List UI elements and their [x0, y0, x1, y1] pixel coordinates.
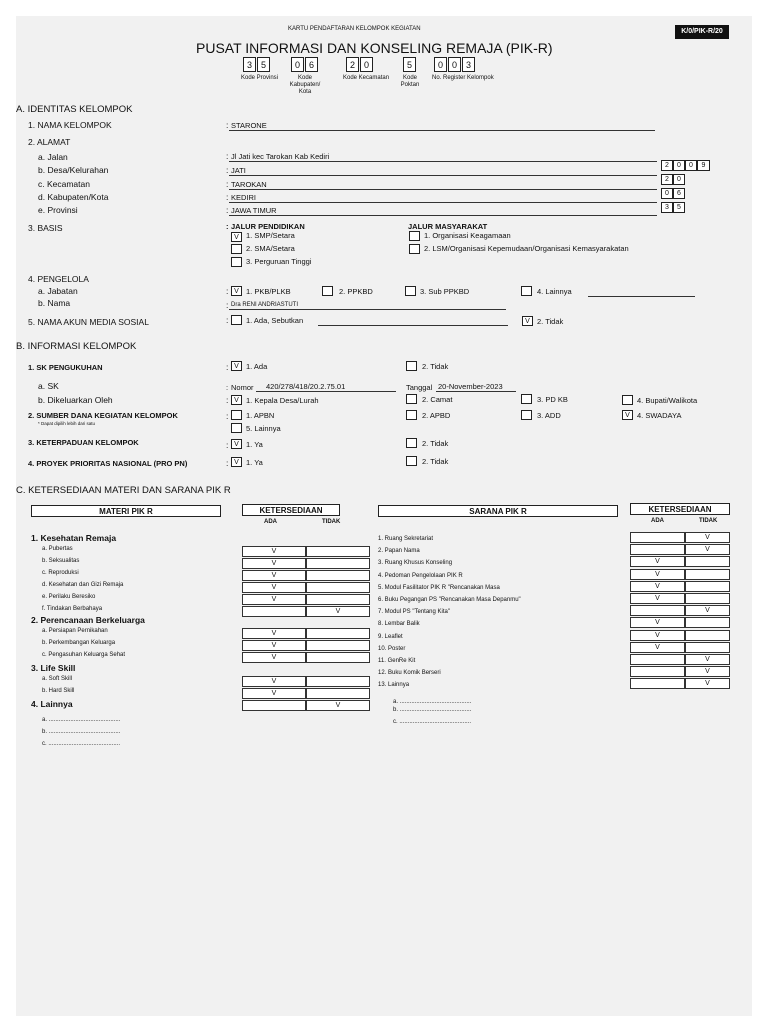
sarana-item-label: 10. Poster [378, 645, 406, 652]
jabatan-checkbox[interactable] [405, 286, 416, 296]
materi-tidak-cell[interactable] [306, 628, 370, 639]
jabatan-label: a. Jabatan [38, 286, 78, 296]
materi-tidak-cell[interactable] [306, 652, 370, 663]
dana-option: 3. ADD [537, 411, 561, 420]
jm-option: 2. LSM/Organisasi Kepemudaan/Organisasi Kemasyarakatan [424, 244, 629, 253]
materi-item-label: a. Soft Skill [42, 676, 73, 682]
pro-pn-ya-checkbox[interactable]: V [231, 457, 242, 467]
code-digit[interactable]: 0 [360, 57, 373, 72]
code-digit[interactable]: 6 [305, 57, 318, 72]
materi-tidak-cell[interactable] [306, 676, 370, 687]
materi-ada-cell[interactable]: V [242, 570, 306, 581]
materi-item-label: a. Pubertas [42, 546, 73, 552]
materi-ada-cell[interactable]: V [242, 546, 306, 557]
jm-option: 1. Organisasi Keagamaan [424, 231, 511, 240]
sarana-ada-cell[interactable]: V [630, 556, 685, 567]
code-label: Kode Kecamatan [343, 75, 390, 81]
keterpaduan-tidak-checkbox[interactable] [406, 438, 417, 448]
sarana-item-label: 8. Lembar Balik [378, 621, 420, 628]
medsos-ada-checkbox[interactable] [231, 315, 242, 325]
sarana-tidak-cell[interactable] [685, 593, 730, 604]
sarana-ada-cell[interactable] [630, 532, 685, 543]
provinsi-label: e. Provinsi [38, 205, 78, 215]
nomor-label: Nomor [231, 383, 254, 392]
sk-a-label: a. SK [38, 381, 59, 391]
code-digit[interactable]: 0 [448, 57, 461, 72]
section-c-title: C. KETERSEDIAAN MATERI DAN SARANA PIK R [16, 485, 231, 496]
prov-code-digit[interactable]: 3 [661, 202, 673, 213]
materi-ada-cell[interactable]: V [242, 652, 306, 663]
basis-label: 3. BASIS [28, 223, 63, 233]
materi-tidak-header: TIDAK [322, 519, 341, 525]
jabatan-option: 4. Lainnya [537, 287, 572, 296]
desa-value[interactable]: JATI [231, 166, 246, 175]
jabatan-checkbox[interactable] [322, 286, 333, 296]
form-code-badge: K/0/PIK-R/20 [675, 25, 729, 39]
section-b-title: B. INFORMASI KELOMPOK [16, 341, 137, 352]
kab-code-digit[interactable]: 0 [661, 188, 673, 199]
dana-checkbox[interactable] [521, 410, 532, 420]
nama-pengelola-value[interactable]: Dra RENI ANDRIASTUTI [231, 302, 299, 308]
dana-checkbox[interactable]: V [622, 410, 633, 420]
sarana-ada-cell[interactable]: V [630, 617, 685, 628]
desa-line [229, 175, 657, 176]
materi-item-label: c. Pengasuhan Keluarga Sehat [42, 652, 126, 658]
sarana-item-label: 3. Ruang Khusus Konseling [378, 560, 453, 567]
tanggal-value[interactable]: 20-November-2023 [438, 382, 503, 391]
materi-header: MATERI PIK R [31, 505, 221, 517]
materi-ada-cell[interactable]: V [242, 582, 306, 593]
pro-pn-ya-label: 1. Ya [246, 458, 263, 467]
jalan-label: a. Jalan [38, 152, 68, 162]
sarana-lainnya-item[interactable]: c. ........................................... [393, 719, 472, 725]
sarana-ada-cell[interactable] [630, 544, 685, 555]
sarana-tidak-cell[interactable] [685, 642, 730, 653]
nomor-line [256, 391, 396, 392]
code-digit[interactable]: 2 [346, 57, 359, 72]
dik-checkbox[interactable] [521, 394, 532, 404]
sk-ada-checkbox[interactable]: V [231, 361, 242, 371]
materi-ada-cell[interactable]: V [242, 688, 306, 699]
pro-pn-tidak-label: 2. Tidak [422, 457, 449, 466]
medsos-ada-label: 1. Ada, Sebutkan [246, 316, 304, 325]
sarana-item-label: 4. Pedoman Pengelolaan PIK R [378, 572, 463, 579]
sarana-tidak-cell[interactable]: V [685, 666, 730, 677]
materi-lainnya-item[interactable]: b. ........................................... [42, 729, 121, 735]
dik-checkbox[interactable] [622, 395, 633, 405]
dana-option: 1. APBN [246, 411, 275, 420]
medsos-line [318, 325, 508, 326]
desa-label: b. Desa/Kelurahan [38, 165, 109, 175]
jalur-pendidikan-heading: JALUR PENDIDIKAN [231, 222, 305, 231]
form-main-title: PUSAT INFORMASI DAN KONSELING REMAJA (PIK-R) [196, 40, 553, 56]
kec-code-digit[interactable]: 0 [673, 174, 685, 185]
code-label: Kode Provinsi [241, 75, 279, 81]
materi-ada-cell[interactable]: V [242, 558, 306, 569]
materi-ada-cell[interactable]: V [242, 676, 306, 687]
sk-ada-label: 1. Ada [246, 362, 268, 371]
code-digit[interactable]: 0 [434, 57, 447, 72]
jm-checkbox[interactable] [409, 231, 420, 241]
sarana-tidak-cell[interactable] [685, 581, 730, 592]
provinsi-value[interactable]: JAWA TIMUR [231, 206, 277, 215]
jm-checkbox[interactable] [409, 244, 420, 254]
kecamatan-value[interactable]: TAROKAN [231, 180, 267, 189]
code-digit[interactable]: 3 [243, 57, 256, 72]
materi-item-label: e. Perilaku Beresiko [42, 594, 96, 600]
section-a-title: A. IDENTITAS KELOMPOK [16, 104, 133, 115]
sarana-item-label: 2. Papan Nama [378, 548, 420, 555]
materi-ada-cell[interactable] [242, 606, 306, 617]
code-label: Kode Kabupaten/ Kota [289, 75, 321, 95]
materi-tidak-cell[interactable]: V [306, 700, 370, 711]
dik-option: 4. Bupati/Walikota [637, 396, 698, 405]
materi-tidak-cell[interactable] [306, 546, 370, 557]
materi-item-label: 3. Life Skill [31, 663, 76, 673]
sarana-tidak-cell[interactable] [685, 617, 730, 628]
sarana-ketersediaan-header: KETERSEDIAAN [630, 503, 730, 515]
dana-option: 5. Lainnya [246, 424, 281, 433]
sarana-item-label: 6. Buku Pegangan PS "Rencanakan Masa Depanmu" [378, 597, 521, 603]
sarana-tidak-cell[interactable]: V [685, 544, 730, 555]
sarana-ada-cell[interactable] [630, 605, 685, 616]
materi-tidak-cell[interactable]: V [306, 606, 370, 617]
jp-checkbox[interactable] [231, 257, 242, 267]
keterpaduan-ya-checkbox[interactable]: V [231, 439, 242, 449]
kabupaten-value[interactable]: KEDIRI [231, 193, 257, 202]
desa-code-digit[interactable]: 0 [685, 160, 697, 171]
jabatan-lainnya-line [588, 296, 695, 297]
jp-checkbox[interactable]: V [231, 232, 242, 242]
keterpaduan-tidak-label: 2. Tidak [422, 439, 449, 448]
form-top-title: KARTU PENDAFTARAN KELOMPOK KEGIATAN [288, 26, 421, 32]
jabatan-option: 3. Sub PPKBD [420, 287, 470, 296]
jp-option: 2. SMA/Setara [246, 244, 295, 253]
materi-ada-cell[interactable]: V [242, 594, 306, 605]
code-digit[interactable]: 5 [403, 57, 416, 72]
materi-item-label: b. Seksualitas [42, 558, 80, 564]
dana-label: 2. SUMBER DANA KEGIATAN KELOMPOK [28, 411, 178, 420]
kecamatan-line [229, 189, 657, 190]
sarana-tidak-cell[interactable]: V [685, 605, 730, 616]
sarana-item-label: 7. Modul PS "Tentang Kita" [378, 609, 450, 616]
dana-checkbox[interactable] [231, 423, 242, 433]
code-digit[interactable]: 0 [291, 57, 304, 72]
dik-checkbox[interactable]: V [231, 395, 242, 405]
sarana-lainnya-item[interactable]: b. ........................................... [393, 707, 472, 713]
tanggal-line [436, 391, 516, 392]
code-digit[interactable]: 5 [257, 57, 270, 72]
sarana-ada-cell[interactable]: V [630, 593, 685, 604]
dana-checkbox[interactable] [231, 410, 242, 420]
sarana-header: SARANA PIK R [378, 505, 618, 517]
kab-code-digit[interactable]: 6 [673, 188, 685, 199]
nomor-value[interactable]: 420/278/418/20.2.75.01 [266, 382, 346, 391]
code-label: No. Register Kelompok [432, 75, 494, 81]
desa-code-digit[interactable]: 9 [697, 160, 710, 171]
pengelola-label: 4. PENGELOLA [28, 274, 89, 284]
pro-pn-tidak-checkbox[interactable] [406, 456, 417, 466]
jabatan-checkbox[interactable] [521, 286, 532, 296]
sarana-ada-cell[interactable] [630, 666, 685, 677]
dana-note: * Dapat dipilih lebih dari satu [38, 421, 96, 426]
code-label: Kode Poktan [400, 75, 420, 88]
sarana-item-label: 12. Buku Komik Berseri [378, 670, 441, 677]
jp-option: 1. SMP/Setara [246, 231, 295, 240]
materi-ketersediaan-header: KETERSEDIAAN [242, 504, 340, 516]
jalur-masyarakat-heading: JALUR MASYARAKAT [408, 222, 488, 231]
dana-option: 4. SWADAYA [637, 411, 682, 420]
materi-item-label: 4. Lainnya [31, 699, 73, 709]
sarana-ada-cell[interactable] [630, 678, 685, 689]
kabupaten-line [229, 202, 657, 203]
sarana-tidak-cell[interactable] [685, 630, 730, 641]
nama-kelompok-value[interactable]: STARONE [231, 121, 267, 130]
medsos-tidak-label: 2. Tidak [537, 317, 564, 326]
desa-code-digit[interactable]: 2 [661, 160, 673, 171]
jabatan-checkbox[interactable]: V [231, 286, 242, 296]
jp-checkbox[interactable] [231, 244, 242, 254]
dik-option: 2. Camat [422, 395, 453, 404]
sarana-lainnya-item[interactable]: a. ........................................... [393, 699, 472, 705]
materi-ada-cell[interactable]: V [242, 628, 306, 639]
keterpaduan-label: 3. KETERPADUAN KELOMPOK [28, 438, 139, 447]
nama-kelompok-label: 1. NAMA KELOMPOK [28, 120, 112, 130]
sarana-ada-cell[interactable]: V [630, 630, 685, 641]
jp-option: 3. Perguruan Tinggi [246, 257, 312, 266]
sk-tidak-label: 2. Tidak [422, 362, 449, 371]
keterpaduan-ya-label: 1. Ya [246, 440, 263, 449]
materi-tidak-cell[interactable] [306, 640, 370, 651]
materi-item-label: b. Hard Skill [42, 688, 75, 694]
materi-tidak-cell[interactable] [306, 558, 370, 569]
kec-code-digit[interactable]: 2 [661, 174, 673, 185]
medsos-label: 5. NAMA AKUN MEDIA SOSIAL [28, 317, 149, 327]
sarana-ada-cell[interactable] [630, 654, 685, 665]
kabupaten-label: d. Kabupaten/Kota [38, 192, 109, 202]
sarana-ada-cell[interactable]: V [630, 569, 685, 580]
materi-ada-header: ADA [264, 519, 277, 525]
materi-lainnya-item[interactable]: c. ........................................... [42, 741, 121, 747]
sarana-item-label: 9. Leaflet [378, 633, 403, 640]
dik-checkbox[interactable] [406, 394, 417, 404]
jalan-line [229, 161, 657, 162]
sarana-tidak-header: TIDAK [699, 518, 718, 524]
sarana-tidak-cell[interactable]: V [685, 654, 730, 665]
materi-ada-cell[interactable] [242, 700, 306, 711]
sk-label: 1. SK PENGUKUHAN [28, 363, 103, 372]
sarana-item-label: 13. Lainnya [378, 682, 410, 689]
jabatan-option: 2. PPKBD [339, 287, 373, 296]
dik-option: 3. PD KB [537, 395, 568, 404]
sarana-item-label: 5. Modul Fasilitator PIK R "Rencanakan Masa [378, 584, 500, 591]
materi-item-label: a. Persiapan Pernikahan [42, 628, 108, 634]
sarana-ada-cell[interactable]: V [630, 642, 685, 653]
registration-form: KARTU PENDAFTARAN KELOMPOK KEGIATAN K/0/PIK-R/20 PUSAT INFORMASI DAN KONSELING REMAJA (PIK-R) 3 5 Kode Provinsi 0 6 Kode Kabupaten/ Kota 2 0 Kode Kecamatan 5 Kode Poktan 0 0 3 No. Register Kelompok A. IDENTITAS KELOMPOK 1. NAMA KELOMPOK : STARONE 2. ALAMAT a. Jalan : Jl Jati kec Tarokan Kab Kediri b. Desa/Kelurahan : JATI 2 0 0 9 c. Kecamatan : TAROKAN 2 0 d. Kabupaten/Kota : KEDIRI 0 6 e. Provinsi : JAWA TIMUR 3 5 3. BASIS : JALUR PENDIDIKAN V 1. SMP/Setara 2. SMA/Setara 3. Perguruan Tinggi JALUR MASYARAKAT 1. Organisasi Keagamaan 2. LSM/Organisasi Kepemudaan/Organisasi Kemasyarakatan 4. PENGELOLA a. Jabatan : V 1. PKB/PLKB 2. PPKBD 3. Sub PPKBD 4. Lainnya b. Nama : Dra RENI ANDRIASTUTI 5. NAMA AKUN MEDIA SOSIAL : 1. Ada, Sebutkan V 2. Tidak B. INFORMASI KELOMPOK 1. SK PENGUKUHAN : V 1. Ada 2. Tidak a. SK : Nomor 420/278/418/20.2.75.01 Tanggal 20-November-2023 b. Dikeluarkan Oleh : V 1. Kepala Desa/Lurah 2. Camat 3. PD KB 4. Bupati/Walikota 2. SUMBER DANA KEGIATAN KELOMPOK * Dapat dipilih lebih dari satu : 1. APBN 2. APBD 3. ADD V 4. SWADAYA 5. Lainnya 3. KETERPADUAN KELOMPOK : V 1. Ya 2. Tidak 4. PROYEK PRIORITAS NASIONAL (PRO PN) : V 1. Ya 2. Tidak C. KETERSEDIAAN MATERI DAN SARANA PIK R MATERI PIK R KETERSEDIAAN ADA TIDAK SARANA PIK R KETERSEDIAAN ADA TIDAK 1. Kesehatan Remaja a. Pubertas V b. Seksualitas V c. Reproduksi V d. Kesehatan dan Gizi Remaja V e. Perilaku Beresiko V f. Tindakan Berbahaya V 2. Perencanaan Berkeluarga a. Persiapan Pernikahan V b. Perkembangan Keluarga V c. Pengasuhan Keluarga Sehat V 3. Life Skill a. Soft Skill V b. Hard Skill V 4. Lainnya V 1. Ruang Sekretariat V 2. Papan Nama V 3. Ruang Khusus Konseling V 4. Pedoman Pengelolaan PIK R V 5. Modul Fasilitator PIK R "Rencanakan Masa V 6. Buku Pegangan PS "Rencanakan Masa Depanmu" V 7. Modul PS "Tentang Kita" V 8. Lembar Balik V 9. Leaflet V 10. Poster V 11. GenRe Kit V 12. Buku Komik Berseri V 13. Lainnya V a. ........................................... b. ........................................... c. ........................................... a. ........................................... b. ........................................... c. ........................................... [16, 16, 752, 1016]
materi-tidak-cell[interactable] [306, 594, 370, 605]
sarana-tidak-cell[interactable]: V [685, 532, 730, 543]
materi-item-label: 2. Perencanaan Berkeluarga [31, 615, 145, 625]
materi-tidak-cell[interactable] [306, 582, 370, 593]
nama-pengelola-label: b. Nama [38, 298, 71, 308]
code-digit[interactable]: 3 [462, 57, 475, 72]
desa-code-digit[interactable]: 0 [673, 160, 685, 171]
nama-pengelola-line [229, 309, 506, 310]
materi-tidak-cell[interactable] [306, 570, 370, 581]
dik-option: 1. Kepala Desa/Lurah [246, 396, 319, 405]
prov-code-digit[interactable]: 5 [673, 202, 685, 213]
sarana-tidak-cell[interactable]: V [685, 678, 730, 689]
materi-lainnya-item[interactable]: a. ........................................... [42, 717, 121, 723]
kecamatan-label: c. Kecamatan [38, 179, 90, 189]
jalan-value[interactable]: Jl Jati kec Tarokan Kab Kediri [231, 152, 330, 161]
materi-tidak-cell[interactable] [306, 688, 370, 699]
medsos-tidak-checkbox[interactable]: V [522, 316, 533, 326]
sarana-ada-header: ADA [651, 518, 664, 524]
dikeluarkan-label: b. Dikeluarkan Oleh [38, 395, 113, 405]
materi-item-label: c. Reproduksi [42, 570, 79, 576]
dana-option: 2. APBD [422, 411, 451, 420]
sarana-tidak-cell[interactable] [685, 569, 730, 580]
materi-ada-cell[interactable]: V [242, 640, 306, 651]
sarana-item-label: 11. GenRe Kit [378, 658, 416, 664]
materi-item-label: f. Tindakan Berbahaya [42, 606, 103, 612]
sk-tidak-checkbox[interactable] [406, 361, 417, 371]
tanggal-label: Tanggal [406, 383, 433, 392]
materi-item-label: b. Perkembangan Keluarga [42, 640, 116, 646]
sarana-tidak-cell[interactable] [685, 556, 730, 567]
sarana-item-label: 1. Ruang Sekretariat [378, 536, 434, 542]
pro-pn-label: 4. PROYEK PRIORITAS NASIONAL (PRO PN) [28, 459, 188, 468]
materi-item-label: 1. Kesehatan Remaja [31, 533, 117, 543]
jabatan-option: 1. PKB/PLKB [246, 287, 291, 296]
materi-item-label: d. Kesehatan dan Gizi Remaja [42, 582, 124, 588]
provinsi-line [229, 215, 657, 216]
sarana-ada-cell[interactable]: V [630, 581, 685, 592]
dana-checkbox[interactable] [406, 410, 417, 420]
nama-kelompok-line [229, 130, 655, 131]
alamat-label: 2. ALAMAT [28, 137, 71, 147]
